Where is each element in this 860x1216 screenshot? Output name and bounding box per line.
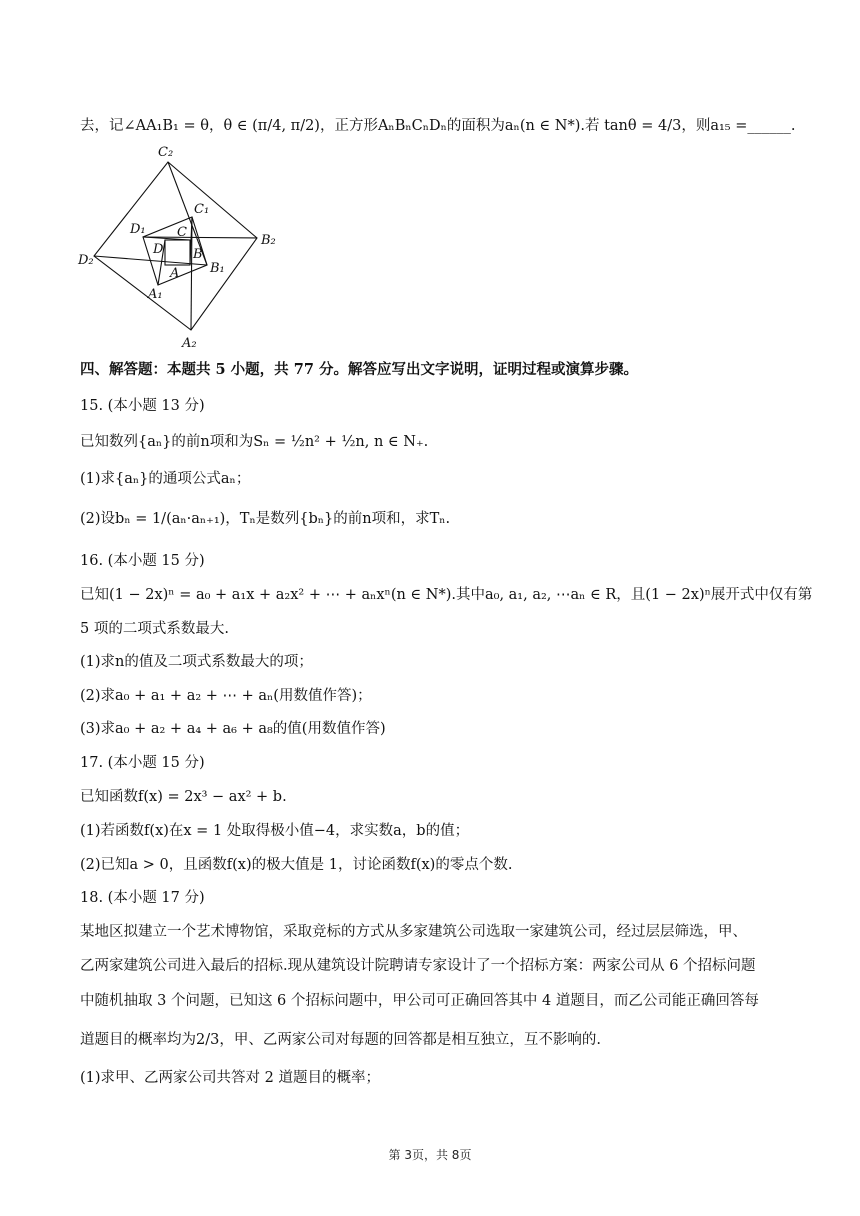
label-c2: C₂	[158, 145, 174, 160]
q15-stem: 已知数列{aₙ}的前n项和为Sₙ = ½n² + ½n, n ∈ N₊.	[80, 434, 429, 450]
q16-part1: (1)求n的值及二项式系数最大的项；	[80, 654, 313, 670]
q16-part2: (2)求a₀ + a₁ + a₂ + ⋯ + aₙ(用数值作答)；	[80, 688, 372, 704]
q18-stem-3: 中随机抽取 3 个问题，已知这 6 个招标问题中，甲公司可正确回答其中 4 道题目，而乙公司能正确回答每	[80, 993, 759, 1009]
label-b: B	[193, 247, 203, 262]
q18-part1: (1)求甲、乙两家公司共答对 2 道题目的概率；	[80, 1070, 380, 1086]
q17-stem: 已知函数f(x) = 2x³ − ax² + b.	[80, 789, 287, 805]
q15-part2: (2)设bₙ = 1/(aₙ·aₙ₊₁)，Tₙ是数列{bₙ}的前n项和，求Tₙ.	[80, 511, 451, 527]
label-a1: A₁	[148, 287, 163, 302]
section-title: 四、解答题：本题共 5 小题，共 77 分。解答应写出文字说明，证明过程或演算步骤。	[80, 361, 638, 378]
q16-part3: (3)求a₀ + a₂ + a₄ + a₆ + a₈的值(用数值作答)	[80, 721, 386, 737]
square-a2b2c2d2	[94, 162, 257, 330]
q16-heading: 16. (本小题 15 分)	[80, 553, 205, 569]
q16-stem-2: 5 项的二项式系数最大.	[80, 621, 229, 637]
q17-heading: 17. (本小题 15 分)	[80, 755, 205, 771]
q17-part1: (1)若函数f(x)在x = 1 处取得极小值−4，求实数a，b的值；	[80, 823, 470, 839]
label-a: A	[170, 266, 180, 281]
label-c: C	[177, 225, 187, 240]
q18-stem-1: 某地区拟建立一个艺术博物馆，采取竞标的方式从多家建筑公司选取一家建筑公司，经过层层筛选，甲、	[80, 924, 747, 940]
nested-squares-figure	[70, 140, 300, 355]
q16-stem-1: 已知(1 − 2x)ⁿ = a₀ + a₁x + a₂x² + ⋯ + aₙxⁿ(n ∈ N*).其中a₀, a₁, a₂, ⋯aₙ ∈ R，且(1 − 2x)ⁿ展开式中仅有第	[80, 587, 813, 603]
label-d1: D₁	[130, 222, 146, 237]
q18-stem-4: 道题目的概率均为2/3，甲、乙两家公司对每题的回答都是相互独立，互不影响的.	[80, 1032, 601, 1048]
label-c1: C₁	[194, 202, 210, 217]
label-d2: D₂	[78, 253, 94, 268]
label-d: D	[153, 242, 164, 257]
square-abcd	[165, 240, 190, 265]
q15-part1: (1)求{aₙ}的通项公式aₙ；	[80, 471, 251, 487]
q18-stem-2: 乙两家建筑公司进入最后的招标.现从建筑设计院聘请专家设计了一个招标方案：两家公司从 6 个招标问题	[80, 958, 756, 974]
q15-heading: 15. (本小题 13 分)	[80, 398, 205, 414]
label-a2: A₂	[182, 336, 197, 351]
label-b1: B₁	[210, 261, 225, 276]
q17-part2: (2)已知a > 0，且函数f(x)的极大值是 1，讨论函数f(x)的零点个数.	[80, 857, 513, 873]
page-footer: 第 3页，共 8页	[388, 1148, 472, 1162]
question-14-tail: 去，记∠AA₁B₁ = θ，θ ∈ (π/4, π/2)，正方形AₙBₙCₙDₙ的面积为aₙ(n ∈ N*).若 tanθ = 4/3，则a₁₅ =______.	[80, 118, 796, 134]
label-b2: B₂	[261, 233, 276, 248]
q18-heading: 18. (本小题 17 分)	[80, 890, 205, 906]
